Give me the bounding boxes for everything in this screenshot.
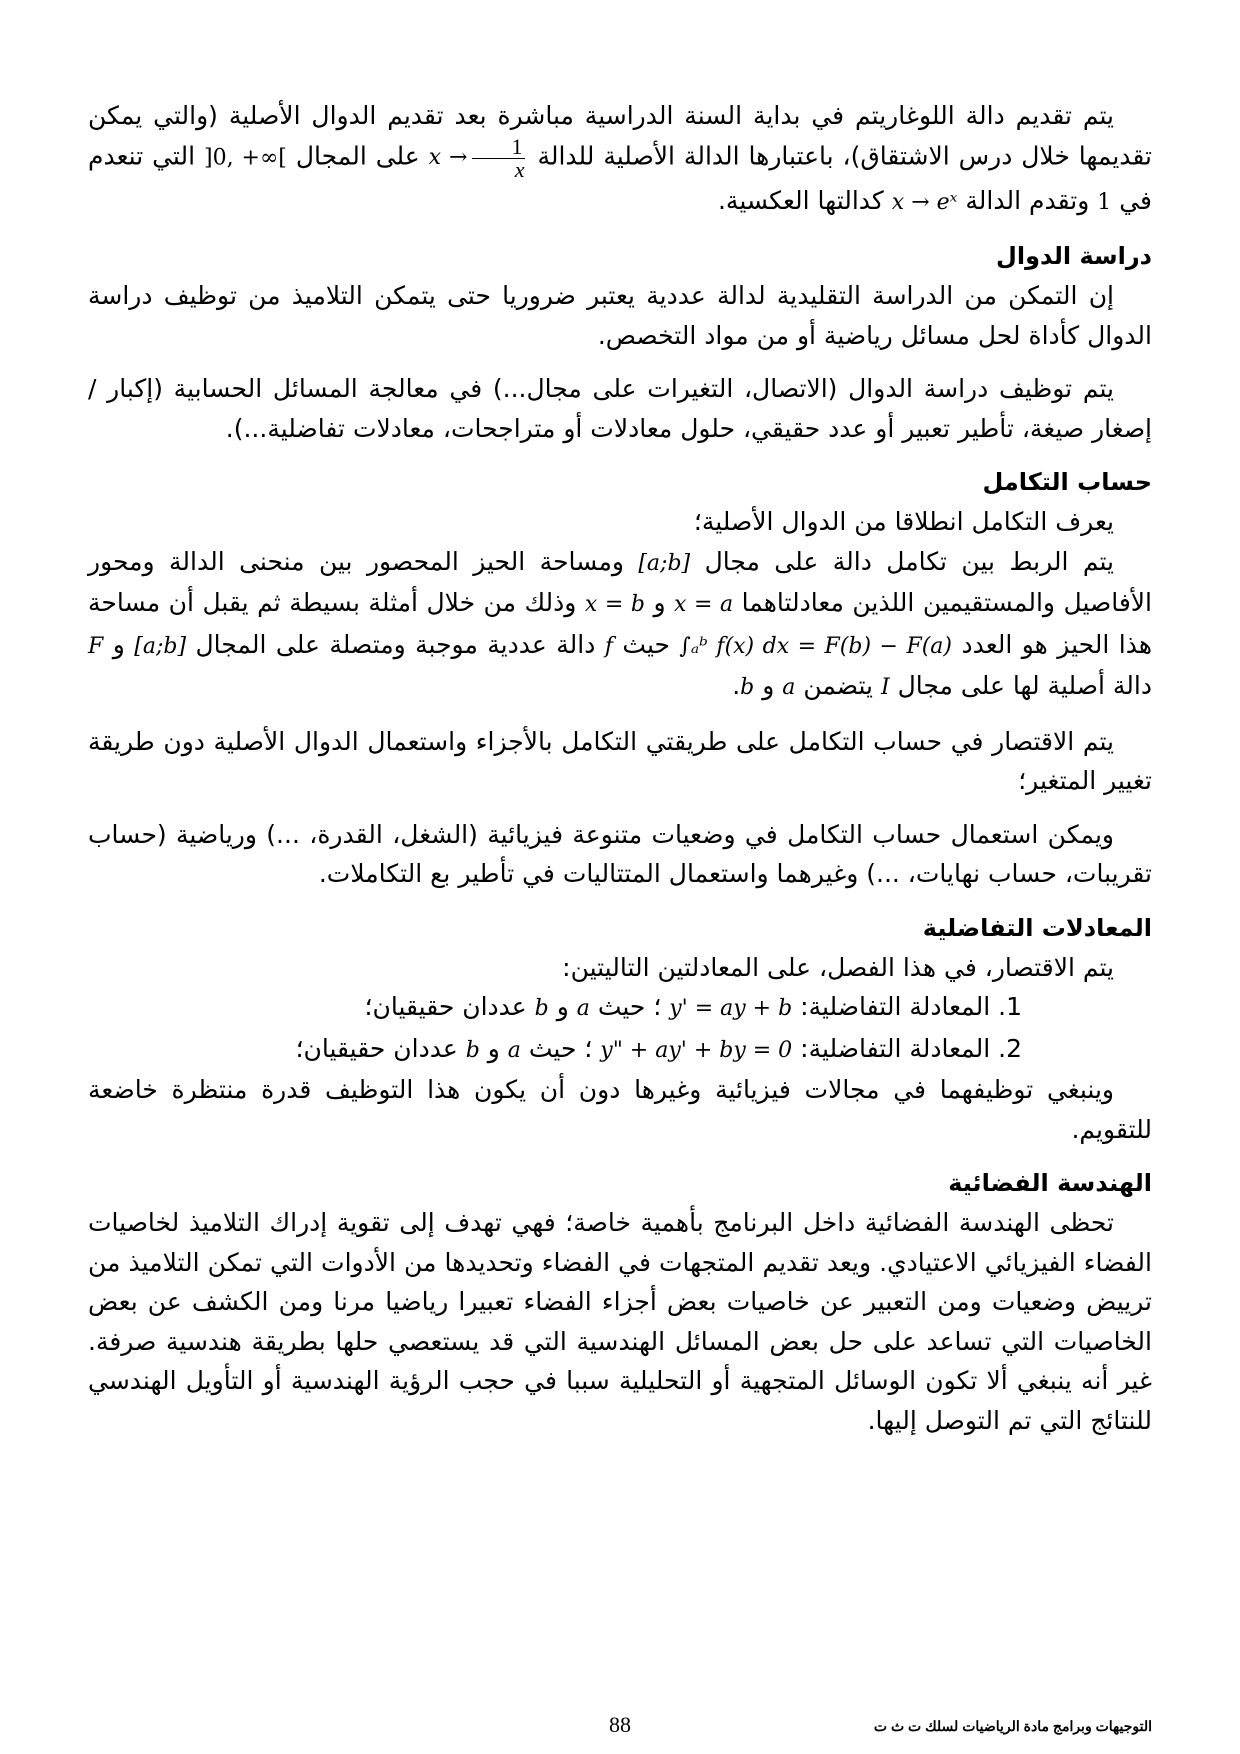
page-number: 88 <box>609 1712 631 1737</box>
document-page <box>88 96 1152 1454</box>
section-heading-differential-equations: المعادلات التفاضلية <box>922 913 1152 942</box>
section-heading-space-geometry: الهندسة الفضائية <box>948 1169 1152 1197</box>
integration-paragraph-4: ويمكن استعمال حساب التكامل في وضعيات متنوعة فيزيائية (الشغل، القدرة، ...) ورياضية (حساب تقريبات، حساب نهايات، ...) وغيرهما واستعمال المتتاليات في تأطير بع التكاملات. <box>88 819 1152 888</box>
diffeq-intro: يتم الاقتصار، في هذا الفصل، على المعادلتين التاليتين: <box>562 952 1114 982</box>
interval-zero-infinity: ]0, +∞[ <box>203 145 287 170</box>
functions-paragraph-1: إن التمكن من الدراسة التقليدية لدالة عددية يعتبر ضروريا حتى يتمكن التلاميذ من توظيف دراسة الدوال كأداة لحل مسائل رياضية أو من مواد التخصص. <box>88 281 1152 350</box>
fraction-1-over-x: $\frac{1}{x}$ <box>472 136 525 181</box>
function-exponential: x → eˣ <box>891 189 958 215</box>
page-footer <box>0 1712 1240 1742</box>
intro-paragraph: يتم تقديم دالة اللوغاريتم في بداية السنة الدراسية مباشرة بعد تقديم الدوال الأصلية (والتي يمكن تقديمها خلال درس الاشتقاق)، باعتبارها الدالة الأصلية للدالة x → $\frac{1}{x}$ على المجال ]0, +∞[ التي تنعدم في 1 وتقدم الدالة x → eˣ كدالتها العكسية. <box>88 101 1153 215</box>
function-x-to-inverse: x → $\frac{1}{x}$ <box>428 133 525 182</box>
integral-formula: ∫ₐᵇ f(x) dx = F(b) − F(a) <box>679 633 952 659</box>
list-item: 1. المعادلة التفاضلية: y' = ay + b ؛ حيث a و b عددان حقيقيان؛ <box>364 992 1022 1021</box>
integration-paragraph-2: يتم الربط بين تكامل دالة على مجال [a;b] ومساحة الحيز المحصور بين منحنى الدالة ومحور الأفاصيل والمستقيمين اللذين معادلتاهما x = a و x = b وذلك من خلال أمثلة بسيطة ثم يقبل أن مساحة هذا الحيز هو العدد ∫ₐᵇ f(x) dx = F(b) − F(a) حيث f دالة عددية موجبة ومتصلة على المجال [a;b] و F دالة أصلية لها على مجال I يتضمن a و b. <box>88 546 1153 700</box>
integration-paragraph-3: يتم الاقتصار في حساب التكامل على طريقتي التكامل بالأجزاء واستعمال الدوال الأصلية دون طريقة تغيير المتغير؛ <box>88 726 1152 795</box>
functions-paragraph-2: يتم توظيف دراسة الدوال (الاتصال، التغيرات على مجال...) في معالجة المسائل الحسابية (إكبار / إصغار صيغة، تأطير تعبير أو عدد حقيقي، حلول معادلات أو متراجحات، معادلات تفاضلية...). <box>88 374 1152 443</box>
footer-title: التوجيهات وبرامج مادة الرياضيات لسلك ت ث ت <box>873 1718 1152 1734</box>
space-geometry-paragraph: تحظى الهندسة الفضائية داخل البرنامج بأهمية خاصة؛ فهي تهدف إلى تقوية إدراك التلاميذ لخاصيات الفضاء الفيزيائي الاعتيادي. ويعد تقديم المتجهات في الفضاء وتحديدها من الأدوات التي تمكن التلاميذ من ترييض وضعيات ومن التعبير عن خاصيات بعض أجزاء الفضاء تعبيرا رياضيا مرنا ومن الكشف عن بعض الخاصيات التي تساعد على حل بعض المسائل الهندسية التي قد يستعصي حلها بطريقة هندسية صرفة. غير أنه ينبغي ألا تكون الوسائل المتجهية أو التحليلية سببا في حجب الرؤية الهندسية أو التأويل الهندسي للنتائج التي تم التوصل إليها. <box>88 1208 1152 1435</box>
diffeq-paragraph: وينبغي توظيفهما في مجالات فيزيائية وغيرها دون أن يكون هذا التوظيف قدرة منتظرة خاضعة للتقويم. <box>88 1075 1152 1144</box>
section-heading-functions: دراسة الدوال <box>996 242 1152 270</box>
section-heading-integration: حساب التكامل <box>982 468 1152 496</box>
list-item: 2. المعادلة التفاضلية: y" + ay' + by = 0 ؛ حيث a و b عددان حقيقيان؛ <box>295 1033 1022 1063</box>
integration-paragraph-1: يعرف التكامل انطلاقا من الدوال الأصلية؛ <box>693 507 1114 536</box>
